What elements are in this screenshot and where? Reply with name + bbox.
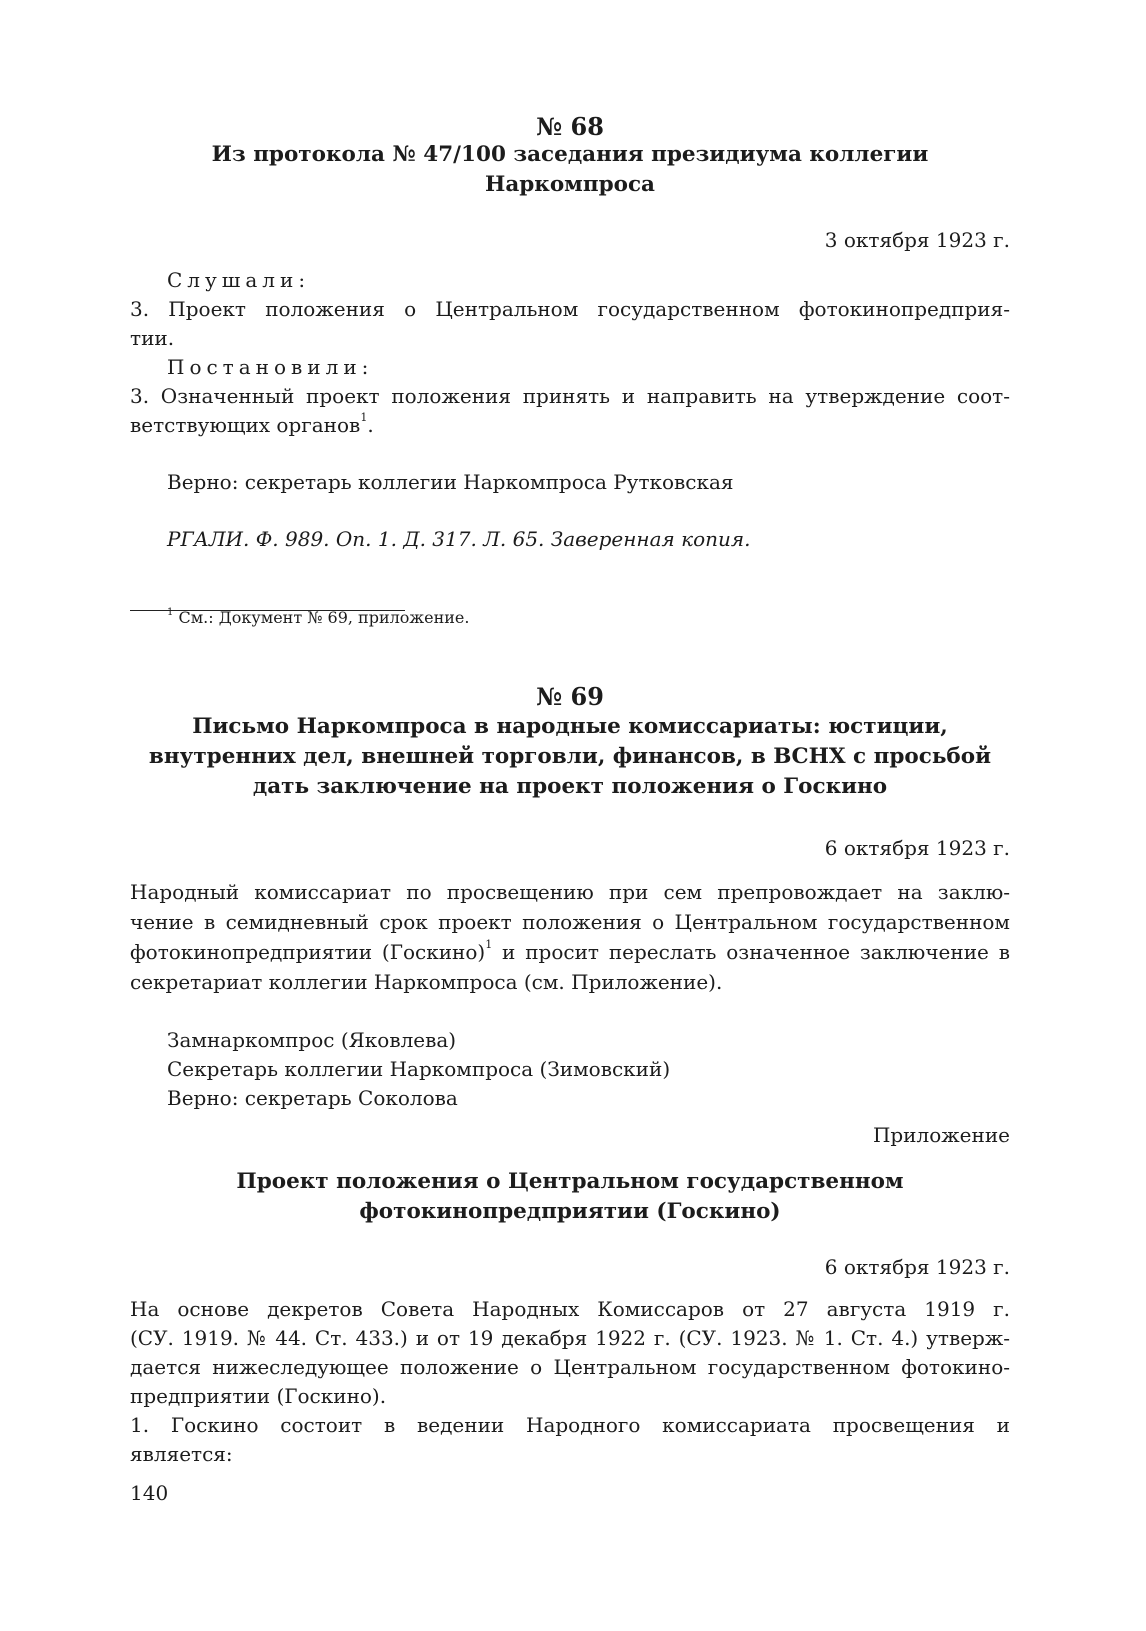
- doc68-decided-line1: 3. Означенный проект положения принять и направить на утверждение соот-: [130, 384, 1010, 408]
- appendix-line5: 1. Госкино состоит в ведении Народного комиссариата просвещения и: [130, 1413, 1010, 1437]
- appendix-line1: На основе декретов Совета Народных Комиссаров от 27 августа 1919 г.: [130, 1297, 1010, 1321]
- doc68-archive-reference: РГАЛИ. Ф. 989. Оп. 1. Д. 317. Л. 65. Заверенная копия.: [167, 527, 751, 551]
- doc69-title-line2: внутренних дел, внешней торговли, финансов, в ВСНХ с просьбой: [148, 744, 992, 769]
- appendix-line6: является:: [130, 1442, 233, 1466]
- page-number: 140: [130, 1481, 169, 1505]
- appendix-title-line1: Проект положения о Центральном государственном: [236, 1169, 904, 1194]
- doc68-title-line2: Наркомпроса: [485, 172, 655, 197]
- appendix-line3: дается нижеследующее положение о Центральном государственном фотокино-: [130, 1355, 1010, 1379]
- doc69-body-line3: [130, 940, 1010, 964]
- appendix-title-line2: фотокинопредприятии (Госкино): [359, 1199, 781, 1224]
- doc68-decided-line2: [130, 413, 374, 437]
- doc68-footnote: [167, 608, 469, 627]
- doc69-title-line1: Письмо Наркомпроса в народные комиссариаты: юстиции,: [192, 714, 948, 739]
- doc68-decided-line2-text: ветствующих органов: [130, 413, 361, 437]
- doc69-date: 6 октября 1923 г.: [824, 836, 1010, 860]
- doc69-signature-deputy: Замнаркомпрос (Яковлева): [167, 1028, 457, 1052]
- doc68-decided-line2-end: .: [367, 413, 374, 437]
- doc68-certified: Верно: секретарь коллегии Наркомпроса Рутковская: [167, 470, 734, 494]
- doc69-body-line4: секретариат коллегии Наркомпроса (см. Приложение).: [130, 970, 723, 994]
- appendix-title: [130, 1167, 1010, 1227]
- doc69-body-line3-a: фотокинопредприятии (Госкино): [130, 940, 486, 964]
- doc69-certified: Верно: секретарь Соколова: [167, 1086, 458, 1110]
- doc68-heard-line2: тии.: [130, 326, 175, 350]
- footnote-text: См.: Документ № 69, приложение.: [173, 608, 470, 627]
- footnote-ref: 1: [360, 411, 368, 424]
- doc68-number: № 68: [536, 112, 604, 141]
- doc69-body-line3-b: и просит переслать означенное заключение в: [492, 940, 1010, 964]
- appendix-label: Приложение: [872, 1123, 1010, 1147]
- doc69-number: № 69: [536, 682, 604, 711]
- doc69-body-line2: чение в семидневный срок проект положения о Центральном государственном: [130, 910, 1010, 934]
- footnote-mark: 1: [167, 607, 174, 618]
- doc69-signature-secretary: Секретарь коллегии Наркомпроса (Зимовский): [167, 1057, 671, 1081]
- doc68-title-line1: Из протокола № 47/100 заседания президиума коллегии: [211, 142, 929, 167]
- doc68-decided-label: Постановили:: [167, 355, 374, 379]
- footnote-ref: 1: [485, 938, 493, 951]
- doc68-date: 3 октября 1923 г.: [824, 228, 1010, 252]
- appendix-line2: (СУ. 1919. № 44. Ст. 433.) и от 19 декабря 1922 г. (СУ. 1923. № 1. Ст. 4.) утверж-: [130, 1326, 1010, 1350]
- doc68-title: [130, 140, 1010, 200]
- appendix-date: 6 октября 1923 г.: [824, 1255, 1010, 1279]
- doc69-title-line3: дать заключение на проект положения о Госкино: [252, 774, 888, 799]
- doc69-body-line1: Народный комиссариат по просвещению при сем препровождает на заклю-: [130, 880, 1010, 904]
- appendix-line4: предприятии (Госкино).: [130, 1384, 387, 1408]
- doc68-heard-label: Слушали:: [167, 268, 311, 292]
- doc69-title: [130, 712, 1010, 802]
- doc68-heard-line1: 3. Проект положения о Центральном государственном фотокинопредприя-: [130, 297, 1010, 321]
